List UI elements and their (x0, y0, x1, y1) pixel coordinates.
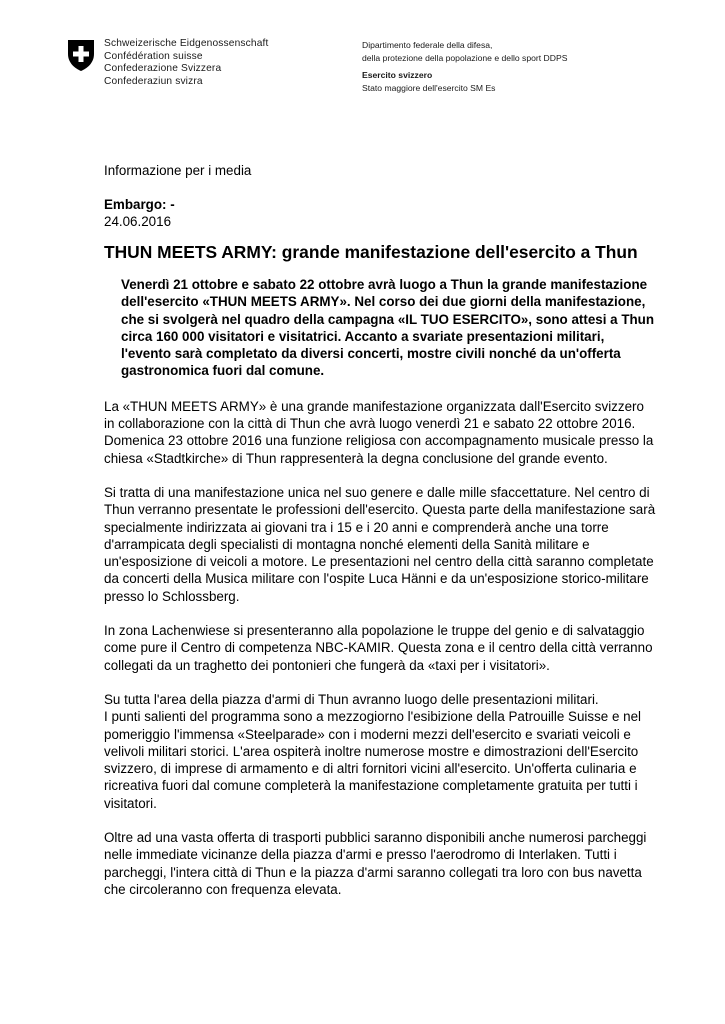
confederation-name-rm: Confederaziun svizra (104, 75, 203, 87)
document-date: 24.06.2016 (104, 214, 172, 229)
paragraph-line: parcheggi, l'intera città di Thun e la piazza d'armi saranno collegati tra loro con bus navetta (104, 864, 642, 880)
paragraph-line: ricreativa fuori dal comune completerà la manifestazione completamente gratuita per tutti i (104, 778, 638, 794)
confederation-names (104, 38, 269, 88)
paragraph-line: In zona Lachenwiese si presenteranno alla popolazione le truppe del genio e di salvataggio (104, 623, 645, 639)
paragraph-line: come pure il Centro di competenza NBC-KAMIR. Questa zona e il centro della città verranno (104, 640, 653, 656)
paragraph-line: pomeriggio l'immensa «Steelparade» con i moderni mezzi dell'esercito e svariati veicoli e (104, 726, 631, 742)
paragraph-line: collegati da un traghetto dei pontonieri che fungerà da «taxi per i visitatori». (104, 657, 550, 673)
paragraph-line: d'arrampicata degli specialisti di montagna nonché elementi della Sanità militare e (104, 536, 590, 552)
paragraph-line: Oltre ad una vasta offerta di trasporti pubblici saranno disponibili anche numerosi parcheggi (104, 830, 647, 846)
unit-title: Esercito svizzero (362, 70, 433, 81)
body-paragraph (104, 829, 664, 898)
document-body (104, 162, 664, 898)
embargo-block (104, 196, 664, 230)
department-line: Dipartimento federale della difesa, (362, 40, 493, 50)
paragraph-line: Domenica 23 ottobre 2016 una funzione religiosa con accompagnamento musicale presso la (104, 433, 654, 449)
paragraph-line: velivoli militari storici. L'area ospiterà inoltre numerose mostre e dimostrazioni dell'Esercito (104, 743, 639, 759)
body-paragraph (104, 691, 664, 812)
paragraph-line: Thun verranno presentate le professioni dell'esercito. Questa parte della manifestazione sarà (104, 502, 656, 518)
confederation-name-fr: Confédération suisse (104, 50, 203, 62)
paragraph-line: presso lo Schlossberg. (104, 588, 240, 604)
body-paragraph (104, 398, 664, 467)
paragraph-line: chiesa «Stadtkirche» di Thun rappresenterà la degna conclusione del grande evento. (104, 450, 608, 466)
paragraph-line: un'esposizione di veicoli a motore. Le presentazioni nel centro della città saranno completate (104, 554, 654, 570)
lead-line: dell'esercito «THUN MEETS ARMY». Nel corso dei due giorni della manifestazione, (121, 294, 646, 310)
swiss-crest-logo (66, 38, 96, 72)
department-block (362, 39, 567, 94)
lead-line: l'evento sarà completato da diversi concerti, mostre civili nonché da un'offerta (121, 346, 621, 362)
paragraph-line: da concerti della Musica militare con l'ospite Luca Hänni e da un'esposizione storico-militare (104, 571, 649, 587)
lead-line: gastronomica fuori dal comune. (121, 363, 325, 379)
paragraph-line: La «THUN MEETS ARMY» è una grande manifestazione organizzata dall'Esercito svizzero (104, 398, 644, 414)
headline: THUN MEETS ARMY: grande manifestazione dell'esercito a Thun (104, 242, 638, 262)
paragraph-line: visitatori. (104, 795, 157, 811)
paragraph-line: specialmente indirizzata ai giovani tra i 15 e i 20 anni e comprenderà anche una torre (104, 519, 609, 535)
body-paragraph (104, 622, 664, 674)
lead-paragraph (121, 276, 661, 380)
lead-line: che si svolgerà nel quadro della campagna «IL TUO ESERCITO», sono attesi a Thun (121, 311, 655, 327)
department-line: della protezione della popolazione e dello sport DDPS (362, 52, 568, 63)
paragraph-line: Si tratta di una manifestazione unica nel suo genere e dalle mille sfaccettature. Nel centro di (104, 484, 650, 500)
embargo-label: Embargo: - (104, 197, 175, 212)
paragraph-line: nelle immediate vicinanze della piazza d'armi e presso l'aerodromo di Interlaken. Tutti i (104, 847, 617, 863)
paragraph-line: svizzero, di imprese di armamento e di altri fornitori vicini all'esercito. Un'offerta culinaria e (104, 761, 637, 777)
paragraph-line: che circoleranno con frequenza elevata. (104, 881, 342, 897)
paragraph-line: I punti salienti del programma sono a mezzogiorno l'esibizione della Patrouille Suisse e nel (104, 709, 641, 725)
confederation-name-it: Confederazione Svizzera (104, 63, 222, 75)
paragraph-line: in collaborazione con la città di Thun che avrà luogo venerdì 21 e sabato 22 ottobre 2016. (104, 416, 636, 432)
paragraph-line: Su tutta l'area della piazza d'armi di Thun avranno luogo delle presentazioni militari. (104, 691, 599, 707)
lead-line: Venerdì 21 ottobre e sabato 22 ottobre avrà luogo a Thun la grande manifestazione (121, 277, 648, 292)
body-paragraph (104, 484, 664, 605)
unit-subtitle: Stato maggiore dell'esercito SM Es (362, 82, 496, 93)
confederation-name-de: Schweizerische Eidgenossenschaft (104, 38, 269, 49)
lead-line: circa 160 000 visitatori e visitatrici. Accanto a svariate presentazioni militari, (121, 328, 605, 344)
document-type: Informazione per i media (104, 163, 252, 178)
